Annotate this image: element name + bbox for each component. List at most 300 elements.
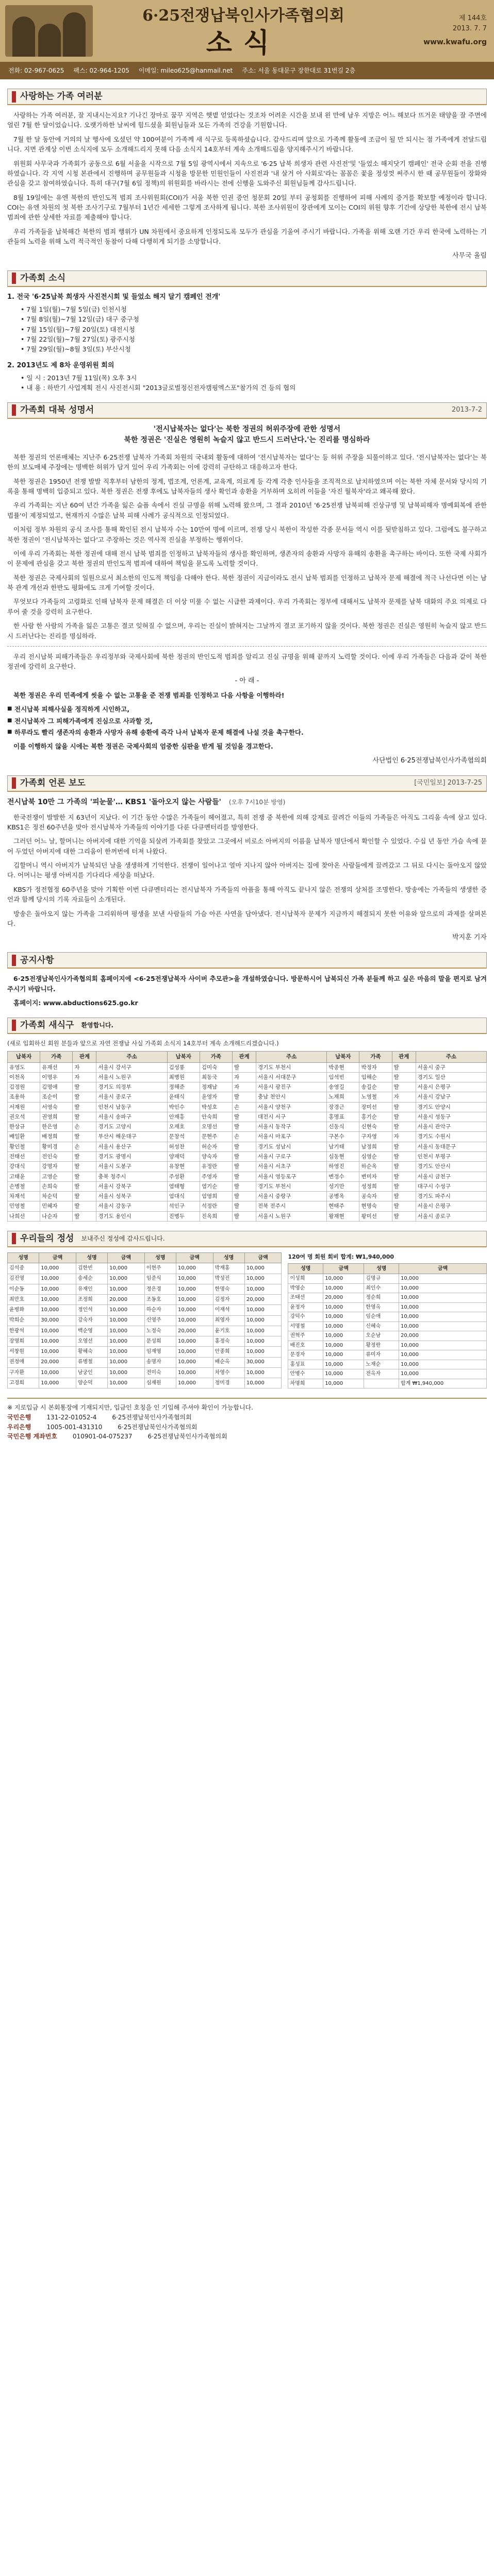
table-cell: 20,000 <box>399 1331 487 1341</box>
table-cell: 황인철 <box>8 1142 40 1151</box>
table-row <box>8 1192 487 1201</box>
table-cell: 딸 <box>73 1211 96 1221</box>
schedule-item: • 7월 15일(월)~7월 20일(토) 대전시청 <box>21 325 135 333</box>
table-cell: 하순자 <box>144 1305 176 1315</box>
table-cell: 김정원 <box>8 1082 40 1092</box>
table-cell: 서울시 금천구 <box>416 1172 486 1181</box>
table-cell: 박영순 <box>288 1283 323 1293</box>
table-cell: 류미자 <box>364 1350 399 1360</box>
table-cell: 경기도 고양시 <box>96 1122 167 1132</box>
paragraph: 우리 가족회는 지난 60여 년간 가족을 잃은 슬픔 속에서 진실 규명을 위해 노력해 왔으며, 그 결과 2010년 '6·25전쟁 납북피해 진상규명 및 납북피해자 명예회복에 관한 법률'이 제정되었고, 현재까지 수많은 납북 피해 사례가 공식적으로 인정되었다. <box>7 501 487 519</box>
table-cell: 20,000 <box>323 1293 364 1303</box>
table-cell: 딸 <box>392 1192 416 1201</box>
table-cell: 서울시 서초구 <box>256 1162 327 1172</box>
paragraph: 8월 19일에는 유엔 북한의 반인도적 범죄 조사위원회(COI)가 서울 북한 인권 증언 청문회 20일 부터 공청회를 진행하여 피해 사례의 증거를 확보할 예정이라 합니다. COI는 유엔 차원의 첫 북한 조사기구로 7월부터 1년간 세세한 그렇게 조사하게 됩니다. 북한 조사위원이 장관에게 모이는 COI의 위원 향후 기간에 상당한 북한에 전시 납북 범죄에 관한 상세한 자료를 제출해야 합니다. <box>7 193 487 222</box>
table-row <box>288 1369 487 1379</box>
table-cell: 10,000 <box>244 1367 282 1378</box>
air-time: (오후 7시10분 방영) <box>228 798 286 806</box>
table-cell: 박성호 <box>200 1102 232 1112</box>
section-marker-icon <box>12 777 16 789</box>
column-header: 성명 <box>8 1252 39 1263</box>
table-cell: 양재덕 <box>167 1152 200 1162</box>
table-cell: 안종희 <box>213 1347 244 1357</box>
headline-text: 전시납북 10만 그 가족의 '피눈물'… KBS1 '돌아오지 않는 사람들' <box>7 798 221 806</box>
table-cell: 딸 <box>392 1082 416 1092</box>
table-cell: 최만호 <box>8 1295 39 1305</box>
table-row <box>288 1312 487 1322</box>
table-cell: 자 <box>232 1072 256 1082</box>
account-no: 010901-04-075237 <box>72 1433 133 1440</box>
table-cell: 이현주 <box>144 1263 176 1274</box>
table-cell: 안재흥 <box>167 1112 200 1122</box>
table-cell: 딸 <box>73 1152 96 1162</box>
table-row <box>8 1201 487 1211</box>
table-cell: 딸 <box>232 1122 256 1132</box>
table-cell: 딸 <box>73 1112 96 1122</box>
table-cell: 10,000 <box>399 1293 487 1303</box>
paragraph: KBS가 정전협정 60주년을 맞아 기획한 이번 다큐멘터리는 전시납북자 가족들의 아픔을 통해 아직도 끝나지 않은 전쟁의 상처를 조명한다. 방송에는 가족들의 생생한 증언과 함께 당시의 기록 자료들이 소개된다. <box>7 885 487 904</box>
table-cell: 10,000 <box>108 1315 145 1326</box>
resolve-label: - 아 래 - <box>235 676 259 685</box>
statement-date: 2013-7-2 <box>451 405 482 414</box>
paragraph: 무엇보다 가족들의 고령화로 인해 납북자 문제 해결은 더 이상 미룰 수 없는 시급한 과제이다. 우리 가족회는 정부에 대해서도 납북자 문제를 남북 대화의 주요 의제로 다루어 줄 것을 강력히 요구한다. <box>7 598 487 616</box>
table-row <box>8 1305 282 1315</box>
table-cell: 서울시 송파구 <box>96 1112 167 1122</box>
table-cell: 박희순 <box>8 1315 39 1326</box>
donation-thanks: 보내주신 정성에 감사드립니다. <box>81 1235 165 1243</box>
paragraph: 우리 전시납북 피해가족들은 우리정부와 국제사회에 북한 정권의 반인도적 범죄를 알리고 진실 규명을 위해 끝까지 노력할 것이다. 이에 우리 가족들은 다음과 같이 북한 정권에 강력히 요구한다. <box>7 652 487 671</box>
table-cell: 노정숙 <box>144 1326 176 1336</box>
table-cell: 송세순 <box>76 1274 107 1284</box>
column-header: 성명 <box>213 1252 244 1263</box>
table-cell: 김석중 <box>8 1263 39 1274</box>
table-cell: 10,000 <box>244 1305 282 1315</box>
byline: 박지훈 기자 <box>452 934 487 942</box>
table-cell: 10,000 <box>108 1367 145 1378</box>
footer <box>7 1398 487 1441</box>
contact-bar <box>0 62 494 79</box>
table-row <box>8 1142 487 1151</box>
footer-note: ※ 지로입금 시 본회통장에 기재되지만, 입금인 호칭을 인 기입해 주셔야 확인이 가능합니다. <box>7 1404 253 1412</box>
table-cell: 경기도 광명시 <box>96 1152 167 1162</box>
account-bank: 국민은행 계좌번호 <box>7 1433 57 1440</box>
table-cell: 이천옥 <box>8 1072 40 1082</box>
table-cell: 10,000 <box>399 1302 487 1312</box>
table-header-row <box>8 1052 487 1062</box>
table-cell: 성기만 <box>327 1181 359 1191</box>
account-row <box>7 1432 487 1442</box>
table-cell: 경기도 의정부 <box>96 1082 167 1092</box>
table-cell: 신영주 <box>144 1315 176 1326</box>
table-row <box>8 1357 282 1367</box>
table-row <box>8 1082 487 1092</box>
column-header: 납북자 <box>8 1052 40 1062</box>
column-header: 관계 <box>232 1052 256 1062</box>
table-cell: 노영철 <box>359 1092 392 1102</box>
paragraph: 김할머니 역시 아버지가 납북되던 날을 생생하게 기억한다. 전쟁이 일어나고 얼마 지나지 않아 아버지는 집에 찾아온 사람들에게 끌려갔고 그 뒤로 다시는 돌아오지 않았다. 어머니는 평생 아버지를 기다리다 세상을 떠났다. <box>7 861 487 879</box>
table-cell: 박정자 <box>359 1062 392 1072</box>
table-cell: 강숙자 <box>76 1315 107 1326</box>
table-cell: 서울시 종로구 <box>416 1211 486 1221</box>
section-marker-icon <box>12 1233 16 1244</box>
resolve-intro: 북한 정권은 우리 민족에게 씻을 수 없는 고통을 준 전쟁 범죄를 인정하고 다음 사항을 이행하라! <box>13 691 285 699</box>
table-cell: 조순이 <box>40 1092 73 1102</box>
column-header: 성명 <box>288 1263 323 1274</box>
table-cell: 김성룡 <box>167 1062 200 1072</box>
table-cell: 서울시 구로구 <box>256 1152 327 1162</box>
press-source: [국민일보] 2013-7-25 <box>414 779 482 787</box>
table-cell: 나순자 <box>40 1211 73 1221</box>
table-row <box>288 1293 487 1303</box>
table-row <box>8 1152 487 1162</box>
column-header: 금액 <box>323 1263 364 1274</box>
table-cell: 구자영 <box>359 1132 392 1142</box>
table-cell: 정재남 <box>200 1082 232 1092</box>
section-title: 가족회 새식구 <box>20 1020 74 1030</box>
table-cell: 안숙희 <box>200 1112 232 1122</box>
issue-date: 2013. 7. 7 <box>452 25 487 33</box>
newsletter-title: 소식 <box>206 27 281 59</box>
table-cell: 10,000 <box>108 1305 145 1315</box>
table-cell: 권혁주 <box>288 1331 323 1341</box>
table-cell: 남궁인 <box>76 1367 107 1378</box>
table-cell: 송명자 <box>144 1357 176 1367</box>
table-cell: 서울시 강북구 <box>96 1181 167 1191</box>
statement-title: '전시납북자는 없다'는 북한 정권의 허위주장에 관한 성명서 북한 정권은 '진실은 영원히 녹슬지 않고 반드시 드러난다.'는 진리를 명심하라 <box>124 425 370 445</box>
table-cell: 현명숙 <box>359 1201 392 1211</box>
table-cell: 한명숙 <box>213 1284 244 1294</box>
table-row <box>8 1284 282 1294</box>
table-cell: 서영숙 <box>40 1102 73 1112</box>
table-cell: 10,000 <box>244 1378 282 1388</box>
table-cell: 딸 <box>73 1192 96 1201</box>
table-cell: 한광석 <box>8 1326 39 1336</box>
section-header <box>7 402 487 419</box>
table-cell: 10,000 <box>39 1284 76 1294</box>
table-cell: 윤영자 <box>200 1092 232 1102</box>
contact-address: 주소: 서울 동대문구 장한대로 31번길 2층 <box>242 66 356 74</box>
table-cell: 전옥자 <box>364 1369 399 1379</box>
column-header: 성명 <box>76 1252 107 1263</box>
paragraph: 한 사람 한 사람의 가족을 잃은 고통은 결코 잊혀질 수 없으며, 우리는 진실이 밝혀지는 그날까지 결코 포기하지 않을 것이다. 북한 정권은 진실은 영원히 녹슬지 않고 반드시 드러난다는 진리를 명심하라. <box>7 622 487 640</box>
paragraph: 그러던 어느 날, 할머니는 아버지에 대한 기억을 되살려 가족회를 찾았고 그곳에서 비로소 아버지의 이름을 납북자 명단에서 확인할 수 있었다. 수십 년 동안 가슴 속에 묻어 두었던 아버지에 대한 그리움이 한꺼번에 터져 나왔다. <box>7 837 487 855</box>
table-cell: 이성희 <box>288 1274 323 1284</box>
paragraph: 사랑하는 가족 여러분, 잘 지내시는지요? 기나긴 장마로 꿈꾸 지역은 햇볕 얻었다는 것조차 어려운 시간을 보내 왼 만에 남우 지방은 어느 해보다 뜨거운 태양을 잘 주면에 얼린 7월 한 달이었습니다. 오랫가하한 날씨에 힘드셨을 회원님들과 모든 가족의 건강을 기원합니다. <box>7 111 487 129</box>
table-cell: 10,000 <box>176 1367 213 1378</box>
table-cell: 딸 <box>392 1102 416 1112</box>
section-greeting <box>7 89 487 261</box>
account-row <box>7 1413 487 1422</box>
section-title: 가족회 언론 보도 <box>20 778 86 789</box>
table-cell: 서울시 영등포구 <box>256 1172 327 1181</box>
table-cell: 주성환 <box>167 1172 200 1181</box>
table-cell: 배정희 <box>40 1132 73 1142</box>
column-header: 납북자 <box>167 1052 200 1062</box>
closing: 이를 이행하지 않을 시에는 북한 정권은 국제사회의 엄중한 심판을 받게 될 것임을 경고한다. <box>13 742 273 751</box>
table-cell: 딸 <box>392 1122 416 1132</box>
paragraph: 7월 한 달 동안에 거의의 날 행사에 오셨던 약 100여분이 가족께 새 식구로 등록하셨습니다. 감사드리며 앞으로 가족께 활동에 조금이 될 만 되시는 점 가족에게 전달드립니다. 지면 관계상 이번 소식지에 모두 소개해드리지 못해 다음 소식지 14호부터 계속 소개해드림을 양지해주시기 바랍니다. <box>7 135 487 154</box>
section-title: 가족회 대북 성명서 <box>20 404 94 415</box>
table-cell: 주영자 <box>200 1172 232 1181</box>
table-cell: 정순희 <box>364 1293 399 1303</box>
schedule-item: • 7월 22일(월)~7월 27일(토) 광주시청 <box>21 335 135 343</box>
table-cell: 딸 <box>392 1181 416 1191</box>
table-cell: 10,000 <box>108 1357 145 1367</box>
table-cell: 차명희 <box>288 1379 323 1388</box>
table-row <box>8 1211 487 1221</box>
table-cell: 10,000 <box>39 1336 76 1347</box>
table-cell: 딸 <box>232 1211 256 1221</box>
table-cell: 10,000 <box>323 1321 364 1331</box>
masthead-title-block <box>100 4 387 58</box>
table-cell: 10,000 <box>176 1336 213 1347</box>
table-cell: 정은경 <box>144 1284 176 1294</box>
table-cell: 서명철 <box>288 1321 323 1331</box>
section-marker-icon <box>12 404 16 416</box>
members-table <box>7 1051 487 1222</box>
table-cell: 10,000 <box>108 1326 145 1336</box>
table-cell: 10,000 <box>108 1336 145 1347</box>
account-no: 1005-001-431310 <box>46 1423 103 1431</box>
section-new-members <box>7 1018 487 1222</box>
paragraph: 북한 정권은 국제사회의 일원으로서 최소한의 인도적 책임을 다해야 한다. 북한 정권이 지금이라도 전시 납북 범죄를 인정하고 납북자 문제 해결에 적극 나선다면 이는 남북 관계 개선과 한반도 평화에도 크게 기여할 것이다. <box>7 573 487 592</box>
table-cell: 서울시 종로구 <box>96 1092 167 1102</box>
table-cell: 서울시 서대문구 <box>256 1072 327 1082</box>
table-cell: 공숙자 <box>359 1192 392 1201</box>
table-cell: 10,000 <box>244 1336 282 1347</box>
table-cell: 황미경 <box>40 1142 73 1151</box>
table-cell: 엄대식 <box>167 1192 200 1201</box>
contact-fax: 팩스: 02-964-1205 <box>73 66 129 74</box>
section-header <box>7 775 487 792</box>
table-cell: 10,000 <box>39 1295 76 1305</box>
table-cell: 장미선 <box>359 1102 392 1112</box>
table-cell: 최병원 <box>167 1072 200 1082</box>
table-cell: 민혜자 <box>40 1201 73 1211</box>
table-cell: 충남 천안시 <box>256 1092 327 1102</box>
table-cell: 딸 <box>392 1201 416 1211</box>
table-cell: 송영길 <box>327 1082 359 1092</box>
table-cell: 10,000 <box>244 1274 282 1284</box>
account-owner: 6·25전쟁납북인사가족협의회 <box>147 1433 227 1440</box>
table-row <box>288 1274 487 1284</box>
account-row <box>7 1422 487 1432</box>
table-header-row <box>288 1263 487 1274</box>
table-cell <box>364 1379 399 1388</box>
table-cell: 오영선 <box>76 1336 107 1347</box>
table-cell: 박성진 <box>213 1274 244 1284</box>
table-cell: 10,000 <box>176 1274 213 1284</box>
contact-email[interactable]: 이메일: mileo625@hanmail.net <box>138 66 233 74</box>
table-cell: 딸 <box>392 1062 416 1072</box>
table-row <box>8 1263 282 1274</box>
table-cell: 딸 <box>232 1172 256 1181</box>
table-cell: 황정란 <box>364 1341 399 1350</box>
table-cell: 양순덕 <box>76 1378 107 1388</box>
table-cell: 한영옥 <box>364 1302 399 1312</box>
table-cell: 진옥희 <box>200 1211 232 1221</box>
table-cell: 20,000 <box>244 1295 282 1305</box>
table-cell: 조동호 <box>144 1295 176 1305</box>
table-cell: 10,000 <box>399 1341 487 1350</box>
table-cell: 석정란 <box>200 1201 232 1211</box>
table-cell: 홍기순 <box>359 1112 392 1122</box>
table-cell: 손 <box>232 1132 256 1142</box>
table-cell: 석인구 <box>167 1201 200 1211</box>
table-cell: 문경자 <box>288 1350 323 1360</box>
table-cell: 10,000 <box>244 1347 282 1357</box>
table-cell: 공병옥 <box>327 1192 359 1201</box>
table-cell: 10,000 <box>176 1295 213 1305</box>
table-cell: 엄영희 <box>200 1192 232 1201</box>
account-owner: 6·25전쟁납북인사가족협의회 <box>112 1414 192 1421</box>
table-cell: 양숙자 <box>200 1152 232 1162</box>
table-row <box>8 1315 282 1326</box>
table-cell: 이재석 <box>213 1305 244 1315</box>
table-cell: 서창원 <box>8 1347 39 1357</box>
table-cell: 권오석 <box>8 1112 40 1122</box>
column-header: 금액 <box>176 1252 213 1263</box>
table-cell: 손 <box>73 1122 96 1132</box>
column-header: 금액 <box>108 1252 145 1263</box>
memorial-link[interactable]: 홈페이지: www.abductions625.go.kr <box>13 999 138 1007</box>
table-cell: 10,000 <box>244 1326 282 1336</box>
column-header: 가족 <box>200 1052 232 1062</box>
donation-table <box>7 1252 282 1389</box>
table-cell: 신동식 <box>327 1122 359 1132</box>
table-cell: 10,000 <box>176 1284 213 1294</box>
table-row <box>8 1132 487 1142</box>
table-cell: 윤기호 <box>213 1326 244 1336</box>
table-cell: 경기도 부천시 <box>256 1181 327 1191</box>
table-row <box>8 1295 282 1305</box>
table-cell: 경기도 일산 <box>416 1072 486 1082</box>
table-cell: 오명선 <box>200 1122 232 1132</box>
column-header: 관계 <box>73 1052 96 1062</box>
table-cell: 차영수 <box>213 1367 244 1378</box>
section-statement <box>7 402 487 766</box>
table-cell: 홍정숙 <box>213 1336 244 1347</box>
table-cell: 10,000 <box>39 1378 76 1388</box>
column-header: 성명 <box>144 1252 176 1263</box>
table-cell: 10,000 <box>323 1350 364 1360</box>
table-cell: 유정란 <box>200 1162 232 1172</box>
section-header <box>7 1231 487 1247</box>
table-cell: 서울시 동작구 <box>256 1122 327 1132</box>
table-cell: 노재희 <box>327 1092 359 1102</box>
table-cell: 윤병화 <box>8 1305 39 1315</box>
section-notice <box>7 952 487 1008</box>
table-cell: 10,000 <box>244 1263 282 1274</box>
dues-table <box>288 1263 487 1389</box>
column-header: 가족 <box>359 1052 392 1062</box>
section-title: 공지사항 <box>20 955 54 965</box>
section-marker-icon <box>12 273 16 284</box>
account-bank: 국민은행 <box>7 1414 31 1421</box>
table-cell: 왕재현 <box>327 1211 359 1221</box>
table-row <box>8 1181 487 1191</box>
table-cell: 차순덕 <box>40 1192 73 1201</box>
table-cell: 최영자 <box>213 1315 244 1326</box>
table-cell: 정해준 <box>167 1082 200 1092</box>
table-cell: 백순영 <box>76 1326 107 1336</box>
table-cell: 10,000 <box>39 1326 76 1336</box>
column-header: 주소 <box>416 1052 486 1062</box>
table-cell: 김명애 <box>40 1082 73 1092</box>
table-cell: 딸 <box>73 1082 96 1092</box>
masthead-photo <box>5 5 93 57</box>
section-donations <box>7 1231 487 1389</box>
table-cell: 서울시 광진구 <box>256 1082 327 1092</box>
table-cell: 염기순 <box>200 1181 232 1191</box>
table-cell: 나희선 <box>8 1211 40 1221</box>
table-cell: 최동국 <box>200 1072 232 1082</box>
table-cell: 이명우 <box>40 1072 73 1082</box>
table-cell: 10,000 <box>176 1357 213 1367</box>
table-cell: 자 <box>392 1132 416 1142</box>
paragraph: 방송은 돌아오지 않는 가족을 그리워하며 평생을 보낸 사람들의 가슴 아픈 사연을 담아냈다. 전시납북자 문제가 지금까지 해결되지 못한 이유와 앞으로의 과제를 살펴본다. <box>7 909 487 927</box>
column-header: 주소 <box>256 1052 327 1062</box>
table-cell: 딸 <box>232 1092 256 1102</box>
table-row <box>8 1172 487 1181</box>
table-row <box>288 1360 487 1369</box>
issue-number: 제 144호 <box>458 14 487 23</box>
notice-text: 6·25전쟁납북인사가족협의회 홈페이지에 <6·25전쟁납북자 사이버 추모관>을 개설하였습니다. 방문하시어 납북되신 가족 분들께 하고 싶은 마음의 말을 편지로 남겨주시기 바랍니다. <box>7 975 487 993</box>
meeting-detail: • 일 시 : 2013년 7월 11일(목) 오후 3시 <box>21 374 137 382</box>
table-cell: 문창석 <box>167 1132 200 1142</box>
column-header: 납북자 <box>327 1052 359 1062</box>
table-cell: 유재선 <box>40 1062 73 1072</box>
table-header-row <box>8 1252 282 1263</box>
table-cell: 20,000 <box>176 1326 213 1336</box>
signer: 사단법인 6·25전쟁납북인사가족협의회 <box>372 756 487 765</box>
table-cell: 10,000 <box>399 1360 487 1369</box>
table-cell: 딸 <box>73 1172 96 1181</box>
table-cell: 임준식 <box>144 1274 176 1284</box>
section-header <box>7 952 487 969</box>
table-cell: 서울시 용산구 <box>96 1142 167 1151</box>
table-cell: 홍성표 <box>288 1360 323 1369</box>
table-cell: 서울시 양천구 <box>256 1102 327 1112</box>
table-cell: 서울시 은평구 <box>416 1082 486 1092</box>
table-row <box>8 1072 487 1082</box>
table-cell: 하순옥 <box>359 1162 392 1172</box>
table-cell: 김미숙 <box>200 1062 232 1072</box>
table-cell: 10,000 <box>399 1321 487 1331</box>
table-cell: 딸 <box>392 1172 416 1181</box>
masthead <box>0 0 494 62</box>
table-cell: 경기도 성남시 <box>256 1142 327 1151</box>
table-row <box>8 1162 487 1172</box>
resolve-item: ■ 전시납북자 그 피해가족에게 진심으로 사과할 것, <box>7 716 487 726</box>
section-marker-icon <box>12 1020 16 1031</box>
website[interactable]: www.kwafu.org <box>423 38 487 47</box>
table-cell: 강덕수 <box>288 1312 323 1322</box>
resolve-item: ■ 전시납북 피해사실을 정직하게 시인하고, <box>7 704 487 714</box>
table-cell: 딸 <box>232 1192 256 1201</box>
table-cell: 딸 <box>73 1132 96 1142</box>
table-cell: 10,000 <box>323 1360 364 1369</box>
section-title: 우리들의 정성 <box>20 1233 74 1244</box>
table-cell: 딸 <box>232 1142 256 1151</box>
table-cell: 강명자 <box>40 1162 73 1172</box>
table-row <box>8 1112 487 1122</box>
table-cell: 딸 <box>392 1162 416 1172</box>
table-cell: 충북 청주시 <box>96 1172 167 1181</box>
section-press <box>7 775 487 943</box>
table-cell: 10,000 <box>176 1263 213 1274</box>
table-cell: 오재호 <box>167 1122 200 1132</box>
